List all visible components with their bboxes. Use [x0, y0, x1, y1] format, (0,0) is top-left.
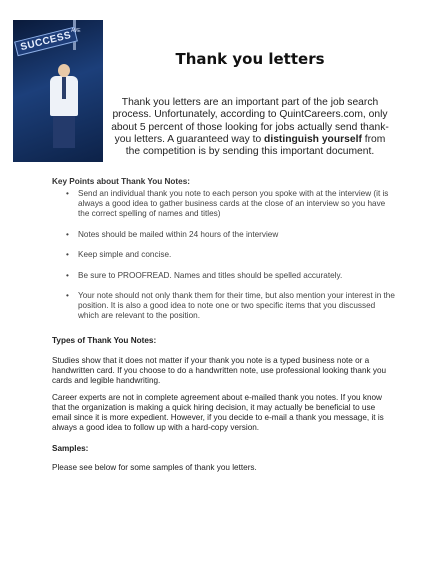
- list-item: • Send an individual thank you note to each person you spoke with at the interview (it is always a good idea to gather business cards at the close of an interview so you have the correct spelling of names and titles): [66, 189, 389, 218]
- businessman-figure: [47, 64, 81, 148]
- bullet-icon: •: [66, 291, 69, 300]
- intro-text-1: Thank you letters are an important part of the job search process. Unfortunately, according to QuintCareers.com, only about 5 percent of those looking for jobs actually send thank-you letters. A guaranteed way to: [111, 97, 389, 145]
- intro-paragraph: [110, 97, 390, 158]
- list-item: • Your note should not only thank them for their time, but also mention your interest in the position. It is also a good idea to note one or two specific items that you discussed which are relevant to the position.: [66, 291, 395, 320]
- bullet-icon: •: [66, 189, 69, 198]
- types-heading: Types of Thank You Notes:: [52, 336, 157, 345]
- intro-text-2: from the competition is by sending this important document.: [125, 133, 386, 158]
- list-item: • Be sure to PROOFREAD. Names and titles should be spelled accurately.: [66, 270, 343, 280]
- key-points-heading: Key Points about Thank You Notes:: [52, 177, 190, 186]
- bullet-icon: •: [66, 250, 69, 259]
- samples-text: Please see below for some samples of thank you letters.: [52, 463, 257, 472]
- street-sign-suffix: AVE: [71, 28, 81, 34]
- bullet-icon: •: [66, 270, 69, 280]
- page-title: Thank you letters: [175, 50, 325, 68]
- list-item: • Keep simple and concise.: [66, 250, 172, 259]
- key-points-list: [52, 189, 397, 332]
- success-street-sign: SUCCESS: [14, 27, 78, 57]
- samples-heading: Samples:: [52, 444, 89, 453]
- intro-bold: distinguish yourself: [264, 133, 362, 145]
- types-paragraph-1: Studies show that it does not matter if your thank you note is a typed business note or a handwritten card. If you choose to do a handwritten note, use professional looking thank you cards and legible handwriting.: [52, 356, 387, 385]
- types-paragraph-2: Career experts are not in complete agreement about e-mailed thank you notes. If you know that the organization is making a quick hiring decision, it may actually be beneficial to use email since it is more expedient. However, if you decide to e-mail a thank you message, it is always a good idea to follow up with a hard-copy version.: [52, 393, 384, 432]
- bullet-icon: •: [66, 229, 69, 239]
- hero-image: [13, 20, 103, 162]
- list-item: • Notes should be mailed within 24 hours of the interview: [66, 229, 279, 239]
